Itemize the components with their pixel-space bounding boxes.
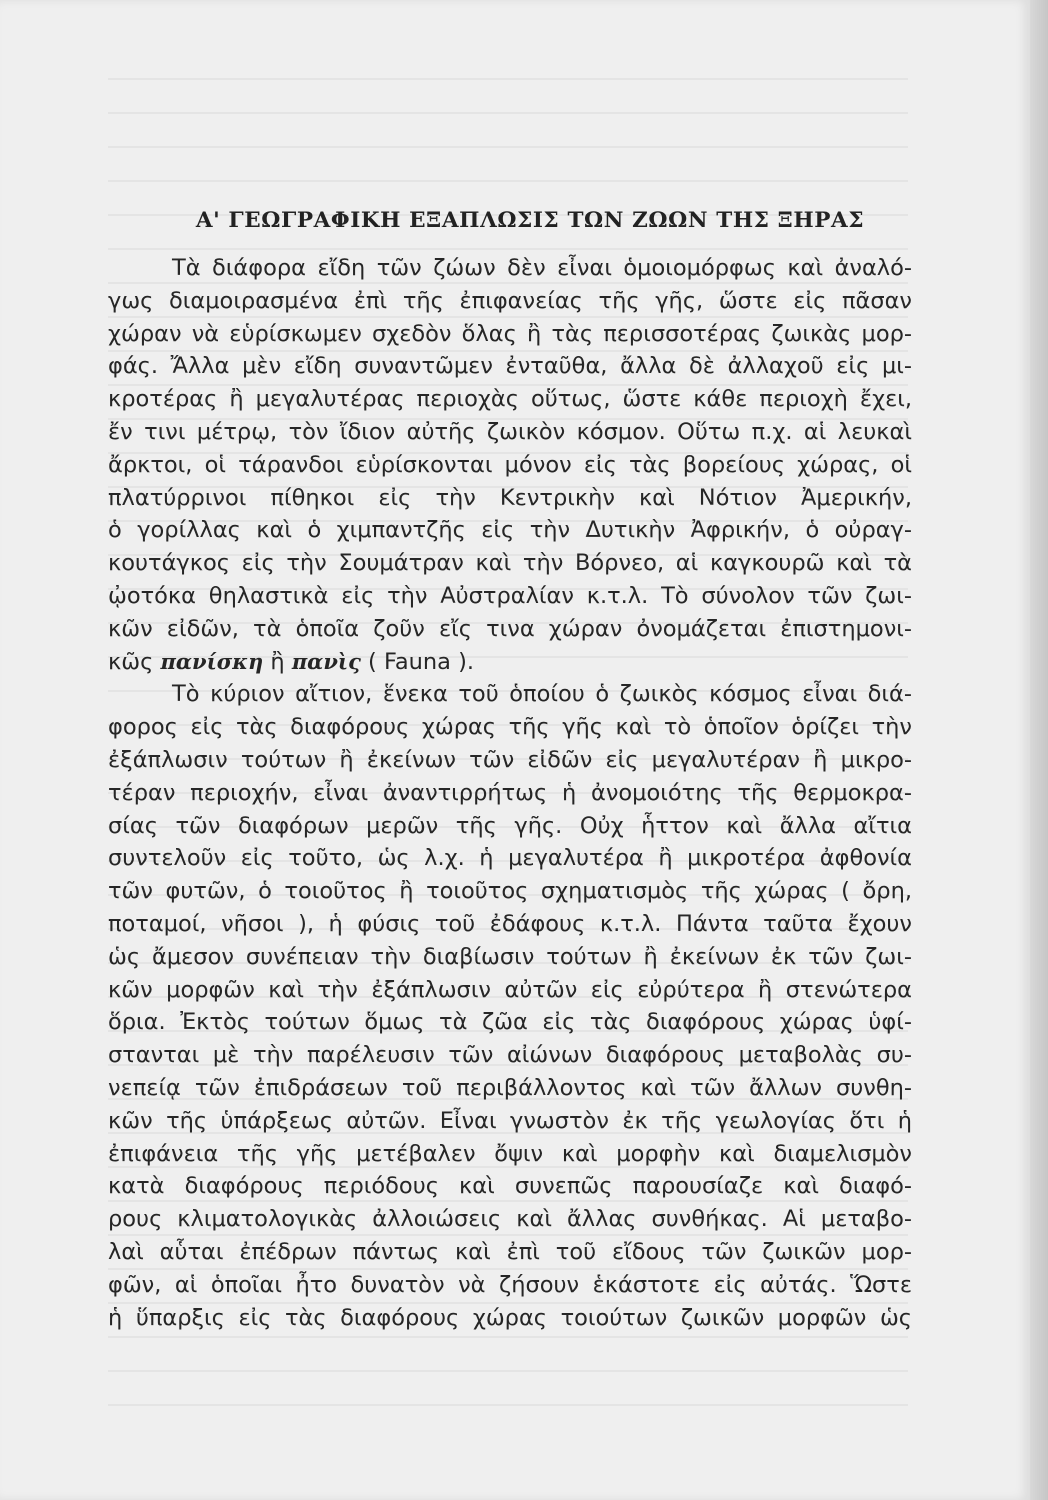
text-line: Τὸ κύριον αἴτιον, ἕνεκα τοῦ ὁποίου ὁ ζωικὸς κόσμος εἶναι διά- <box>172 681 912 708</box>
text-fragment: ἢ <box>263 648 292 675</box>
term-paniske: πανίσκη <box>160 648 264 674</box>
text-line-with-terms <box>108 646 912 679</box>
text-line: ἡ ὕπαρξις εἰς τὰς διαφόρους χώρας τοιούτων ζωικῶν μορφῶν ὡς <box>108 1304 912 1331</box>
text-line: ὡς ἄμεσον συνέπειαν τὴν διαβίωσιν τούτων ἢ ἐκείνων ἐκ τῶν ζωι- <box>108 943 912 970</box>
body-text <box>108 252 912 1334</box>
text-line: γως διαμοιρασμένα ἐπὶ τῆς ἐπιφανείας τῆς γῆς, ὥστε εἰς πᾶσαν <box>108 287 912 314</box>
text-line: ᾠοτόκα θηλαστικὰ εἰς τὴν Αὐστραλίαν κ.τ.λ. Τὸ σύνολον τῶν ζωι- <box>108 582 912 609</box>
text-line: Τὰ διάφορα εἴδη τῶν ζώων δὲν εἶναι ὁμοιομόρφως καὶ ἀναλό- <box>172 255 912 281</box>
text-line: κῶν τῆς ὑπάρξεως αὐτῶν. Εἶναι γνωστὸν ἐκ τῆς γεωλογίας ὅτι ἡ <box>108 1107 912 1134</box>
text-line: φορος εἰς τὰς διαφόρους χώρας τῆς γῆς καὶ τὸ ὁποῖον ὁρίζει τὴν <box>108 714 912 741</box>
text-line: ἔν τινι μέτρῳ, τὸν ἴδιον αὐτῆς ζωικὸν κόσμον. Οὕτω π.χ. αἱ λευκαὶ <box>108 418 912 445</box>
text-line: κῶν μορφῶν καὶ τὴν ἐξάπλωσιν αὐτῶν εἰς εὐρύτερα ἢ στενώτερα <box>108 976 912 1003</box>
text-line: ρους κλιματολογικὰς ἀλλοιώσεις καὶ ἄλλας συνθήκας. Αἱ μεταβο- <box>108 1206 912 1233</box>
text-line: ἐπιφάνεια τῆς γῆς μετέβαλεν ὄψιν καὶ μορφὴν καὶ διαμελισμὸν <box>108 1140 912 1167</box>
text-line: ἄρκτοι, οἱ τάρανδοι εὑρίσκονται μόνον εἰς τὰς βορείους χώρας, οἱ <box>108 451 912 478</box>
text-line: κροτέρας ἢ μεγαλυτέρας περιοχὰς οὕτως, ὥστε κάθε περιοχὴ ἔχει, <box>108 386 912 413</box>
text-fragment: ( Fauna ). <box>360 648 475 675</box>
text-line: ὁ γορίλλας καὶ ὁ χιμπαντζῆς εἰς τὴν Δυτικὴν Ἀφρικήν, ὁ οὐραγ- <box>108 517 912 544</box>
text-line: σίας τῶν διαφόρων μερῶν τῆς γῆς. Οὐχ ἧττον καὶ ἄλλα αἴτια <box>108 812 912 839</box>
text-line: ἐξάπλωσιν τούτων ἢ ἐκείνων τῶν εἰδῶν εἰς μεγαλυτέραν ἢ μικρο- <box>108 746 912 773</box>
text-line: στανται μὲ τὴν παρέλευσιν τῶν αἰώνων διαφόρους μεταβολὰς συ- <box>108 1042 912 1069</box>
text-line: πλατύρρινοι πίθηκοι εἰς τὴν Κεντρικὴν καὶ Νότιον Ἀμερικήν, <box>108 484 912 511</box>
text-fragment: κῶς <box>108 648 161 675</box>
text-line: φῶν, αἱ ὁποῖαι ἦτο δυνατὸν νὰ ζήσουν ἑκάστοτε εἰς αὐτάς. Ὥστε <box>108 1271 912 1298</box>
paragraph-1 <box>108 252 912 678</box>
text-line: νεπείᾳ τῶν ἐπιδράσεων τοῦ περιβάλλοντος καὶ τῶν ἄλλων συνθη- <box>108 1074 912 1101</box>
text-line: φάς. Ἄλλα μὲν εἴδη συναντῶμεν ἐνταῦθα, ἄλλα δὲ ἀλλαχοῦ εἰς μι- <box>108 353 912 380</box>
text-line: κουτάγκος εἰς τὴν Σουμάτραν καὶ τὴν Βόρνεο, αἱ καγκουρῶ καὶ τὰ <box>108 550 912 577</box>
term-panis: πανὶς <box>291 648 361 674</box>
paragraph-2 <box>108 678 912 1334</box>
text-line: τῶν φυτῶν, ὁ τοιοῦτος ἢ τοιοῦτος σχηματισμὸς τῆς χώρας ( ὄρη, <box>108 878 912 905</box>
text-line: συντελοῦν εἰς τοῦτο, ὡς λ.χ. ἡ μεγαλυτέρα ἢ μικροτέρα ἀφθονία <box>108 845 912 872</box>
text-line: κατὰ διαφόρους περιόδους καὶ συνεπῶς παρουσίαζε καὶ διαφό- <box>108 1173 912 1200</box>
text-line: ποταμοί, νῆσοι ), ἡ φύσις τοῦ ἐδάφους κ.τ.λ. Πάντα ταῦτα ἔχουν <box>108 910 912 937</box>
section-heading: Α' ΓΕΩΓΡΑΦΙΚΗ ΕΞΑΠΛΩΣΙΣ ΤΩΝ ΖΩΩΝ ΤΗΣ ΞΗΡΑΣ <box>195 208 865 233</box>
text-line: ὅρια. Ἐκτὸς τούτων ὅμως τὰ ζῶα εἰς τὰς διαφόρους χώρας ὑφί- <box>108 1009 912 1036</box>
text-line: λαὶ αὗται ἐπέδρων πάντως καὶ ἐπὶ τοῦ εἴδους τῶν ζωικῶν μορ- <box>108 1238 912 1265</box>
text-line: χώραν νὰ εὑρίσκωμεν σχεδὸν ὅλας ἢ τὰς περισσοτέρας ζωικὰς μορ- <box>108 320 912 347</box>
page-edge <box>1030 0 1048 1500</box>
text-line: τέραν περιοχήν, εἶναι ἀναντιρρήτως ἡ ἀνομοιότης τῆς θερμοκρα- <box>108 779 912 806</box>
text-line: κῶν εἰδῶν, τὰ ὁποῖα ζοῦν εἴς τινα χώραν ὀνομάζεται ἐπιστημονι- <box>108 615 912 642</box>
